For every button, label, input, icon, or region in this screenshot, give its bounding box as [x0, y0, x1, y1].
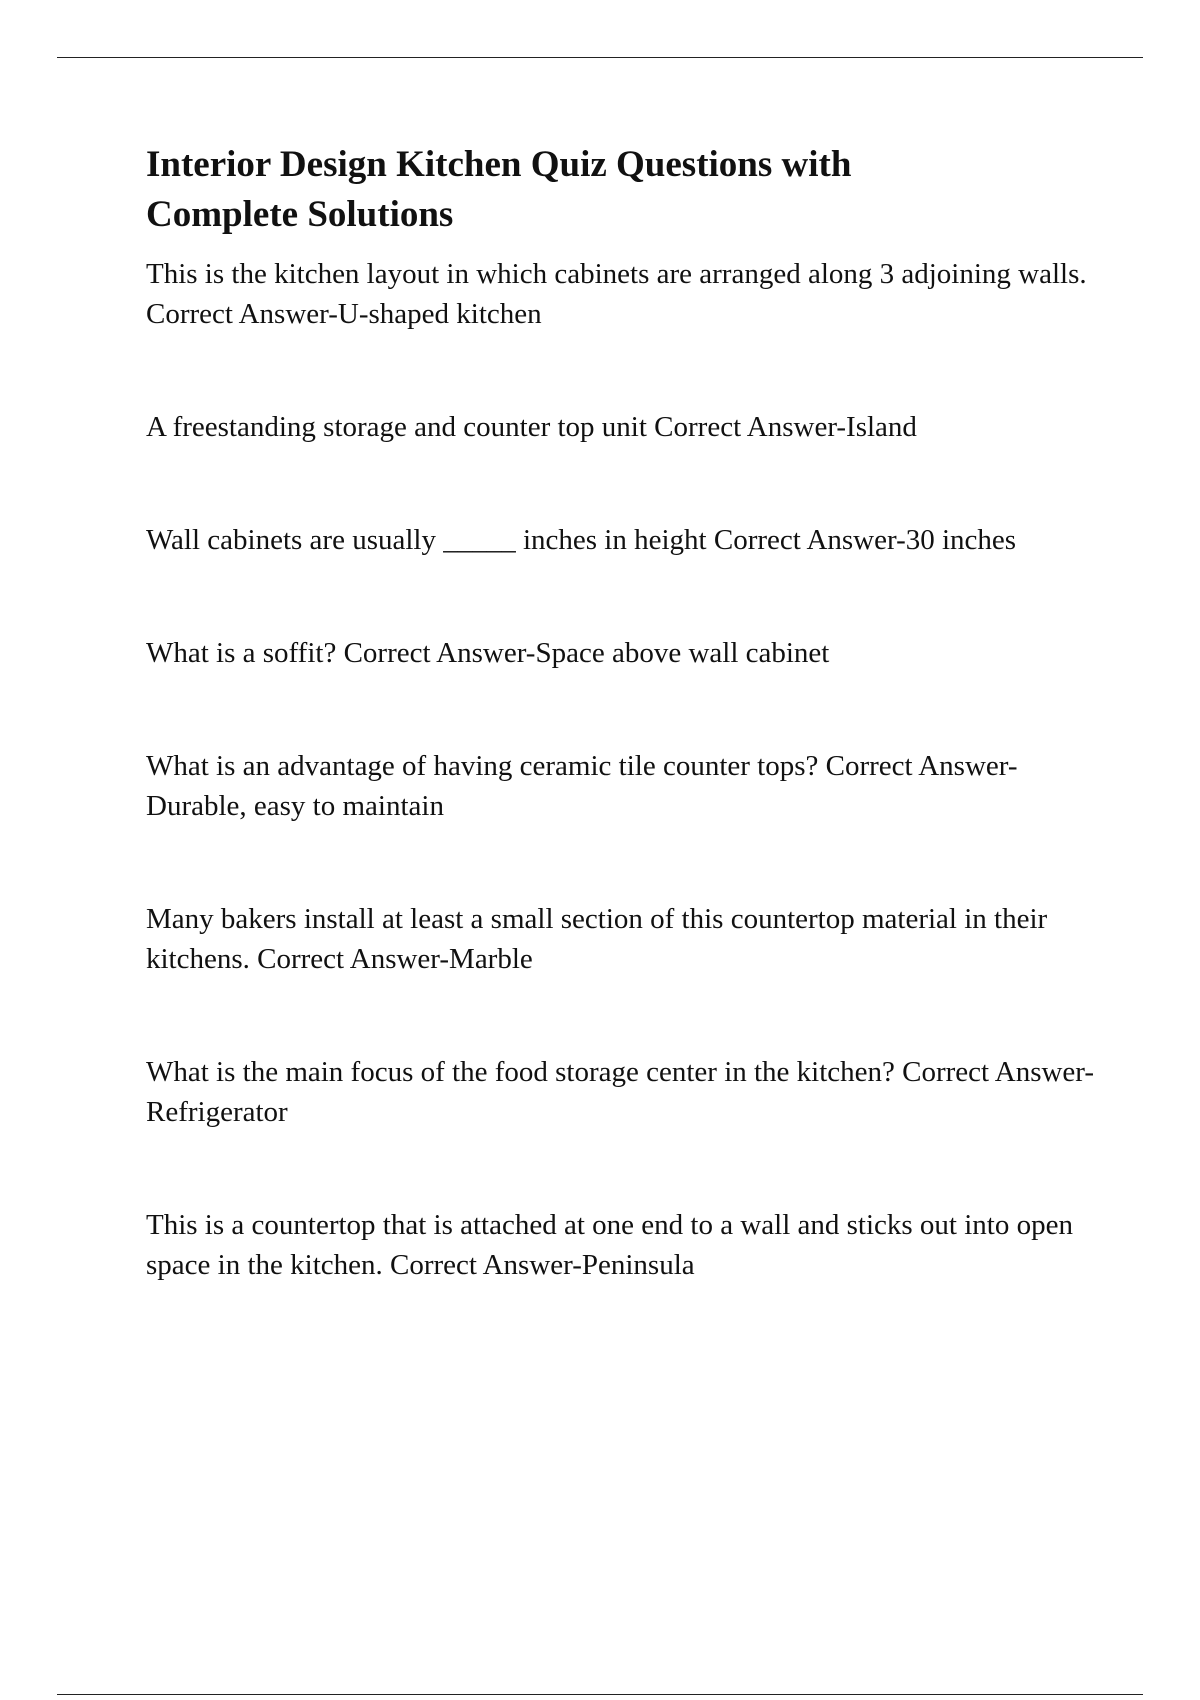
qa-item-7: What is the main focus of the food storage center in the kitchen? Correct Answer-Refrigerator	[146, 1056, 1095, 1128]
document-body	[146, 140, 1106, 1285]
qa-item-1: This is the kitchen layout in which cabinets are arranged along 3 adjoining walls. Correct Answer-U-shaped kitchen	[146, 258, 1087, 330]
qa-item-5: What is an advantage of having ceramic tile counter tops? Correct Answer-Durable, easy to maintain	[146, 750, 1018, 822]
qa-item-3: Wall cabinets are usually _____ inches in height Correct Answer-30 inches	[146, 524, 1017, 556]
qa-item-6: Many bakers install at least a small section of this countertop material in their kitchens. Correct Answer-Marble	[146, 903, 1048, 975]
qa-item-8: This is a countertop that is attached at one end to a wall and sticks out into open space in the kitchen. Correct Answer-Peninsula	[146, 1209, 1073, 1281]
qa-item-2: A freestanding storage and counter top unit Correct Answer-Island	[146, 411, 917, 443]
document-title: Interior Design Kitchen Quiz Questions with Complete Solutions	[146, 144, 852, 235]
bottom-rule	[57, 1694, 1143, 1695]
top-rule	[57, 57, 1143, 58]
qa-item-4: What is a soffit? Correct Answer-Space above wall cabinet	[146, 637, 830, 669]
